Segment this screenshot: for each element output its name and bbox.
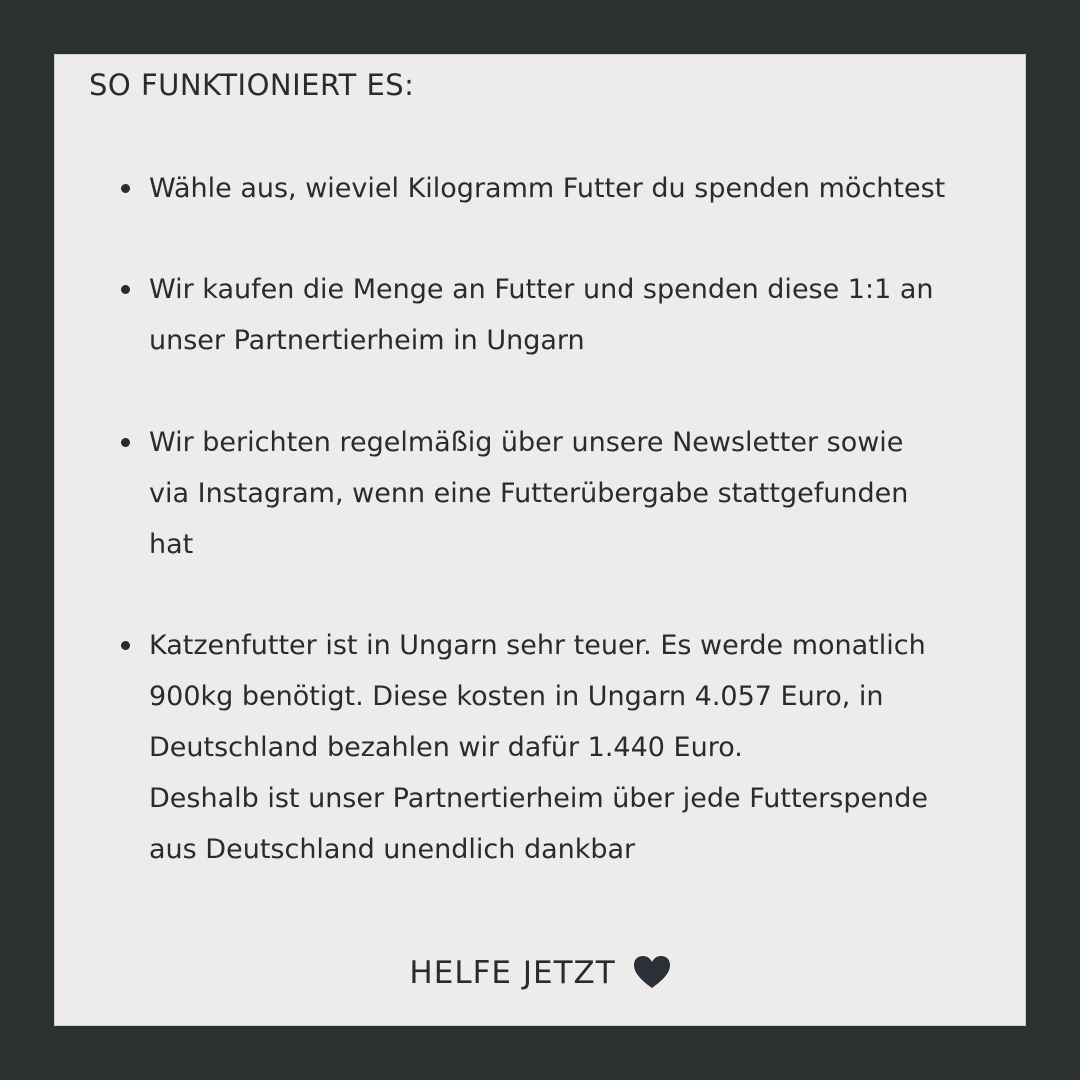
list-item: [149, 163, 994, 214]
list-item-text: Wir kaufen die Menge an Futter und spenden diese 1:1 an unser Partnertierheim in Ungarn: [149, 274, 934, 356]
list-item-text: Wir berichten regelmäßig über unsere Newsletter sowie via Instagram, wenn eine Futterübergabe stattgefunden hat: [149, 427, 909, 560]
info-card: [54, 54, 1026, 1026]
heading: SO FUNKTIONIERT ES:: [89, 68, 415, 102]
help-now-cta[interactable]: [55, 950, 1025, 1002]
bullet-icon: [121, 184, 130, 193]
bullet-icon: [121, 641, 130, 650]
bullet-icon: [121, 438, 130, 447]
list-item: [149, 264, 994, 366]
list-item-text: Katzenfutter ist in Ungarn sehr teuer. Es werde monatlich 900kg benötigt. Diese kosten in Ungarn 4.057 Euro, in Deutschland bezahlen wir dafür 1.440 Euro. Deshalb ist unser Partnertierheim über jede Futterspende aus Deutschland unendlich dankbar: [149, 630, 928, 865]
list-item: [149, 417, 994, 570]
heart-icon: [633, 955, 671, 1002]
help-now-label: HELFE JETZT: [409, 955, 616, 991]
list-item-text: Wähle aus, wieviel Kilogramm Futter du spenden möchtest: [149, 173, 946, 204]
list-item: [149, 620, 994, 875]
bullet-icon: [121, 285, 130, 294]
bullet-list: [55, 55, 1025, 1025]
